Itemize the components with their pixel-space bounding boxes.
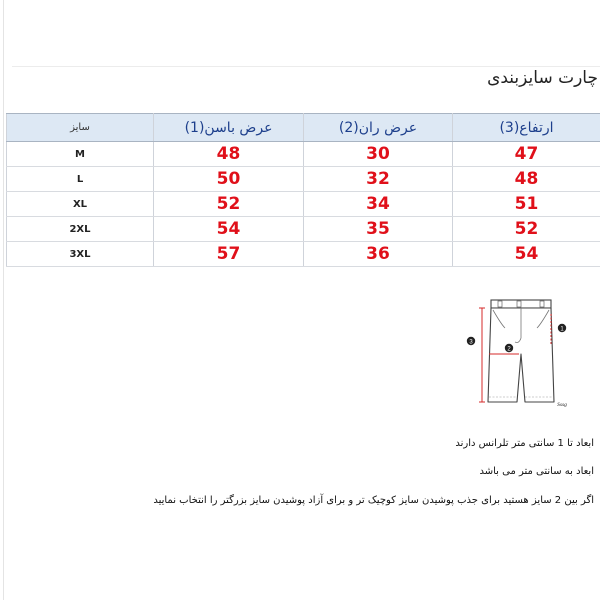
size-cell: L xyxy=(7,167,154,192)
top-divider xyxy=(12,66,600,67)
header-hip-width: عرض باسن(1) xyxy=(154,114,304,142)
header-size: سایز xyxy=(7,114,154,142)
table-row xyxy=(7,192,600,217)
marker-2-label: 2 xyxy=(507,346,511,353)
thigh-value: 35 xyxy=(304,217,453,242)
height-value: 47 xyxy=(453,142,600,167)
note-units: ابعاد به سانتی متر می باشد xyxy=(479,466,594,477)
page-title: چارت سایزبندی xyxy=(487,68,598,88)
header-thigh-width: عرض ران(2) xyxy=(304,114,453,142)
hip-value: 48 xyxy=(154,142,304,167)
size-cell: 2XL xyxy=(7,217,154,242)
hip-value: 54 xyxy=(154,217,304,242)
height-value: 52 xyxy=(453,217,600,242)
size-chart-table xyxy=(6,113,600,267)
height-value: 51 xyxy=(453,192,600,217)
table-row xyxy=(7,242,600,267)
height-value: 54 xyxy=(453,242,600,267)
header-height: ارتفاع(3) xyxy=(453,114,600,142)
size-cell: XL xyxy=(7,192,154,217)
table-row xyxy=(7,167,600,192)
shorts-measurement-diagram xyxy=(465,298,575,408)
size-cell: M xyxy=(7,142,154,167)
thigh-value: 32 xyxy=(304,167,453,192)
marker-1-label: 1 xyxy=(560,326,564,333)
note-fit-advice: اگر بین 2 سایز هستید برای جذب پوشیدن سایز کوچیک تر و برای آزاد پوشیدن سایز بزرگتر را انتخاب نمایید xyxy=(153,495,594,506)
thigh-value: 30 xyxy=(304,142,453,167)
thigh-value: 36 xyxy=(304,242,453,267)
hip-value: 52 xyxy=(154,192,304,217)
logo-mark: Sssg xyxy=(557,402,567,408)
hip-value: 57 xyxy=(154,242,304,267)
table-row xyxy=(7,217,600,242)
size-cell: 3XL xyxy=(7,242,154,267)
height-value: 48 xyxy=(453,167,600,192)
thigh-value: 34 xyxy=(304,192,453,217)
hip-value: 50 xyxy=(154,167,304,192)
marker-3-label: 3 xyxy=(469,339,473,346)
left-border-line xyxy=(3,0,4,600)
table-row xyxy=(7,142,600,167)
note-tolerance: ابعاد تا 1 سانتی متر تلرانس دارند xyxy=(455,438,594,449)
table-header-row xyxy=(7,114,600,142)
